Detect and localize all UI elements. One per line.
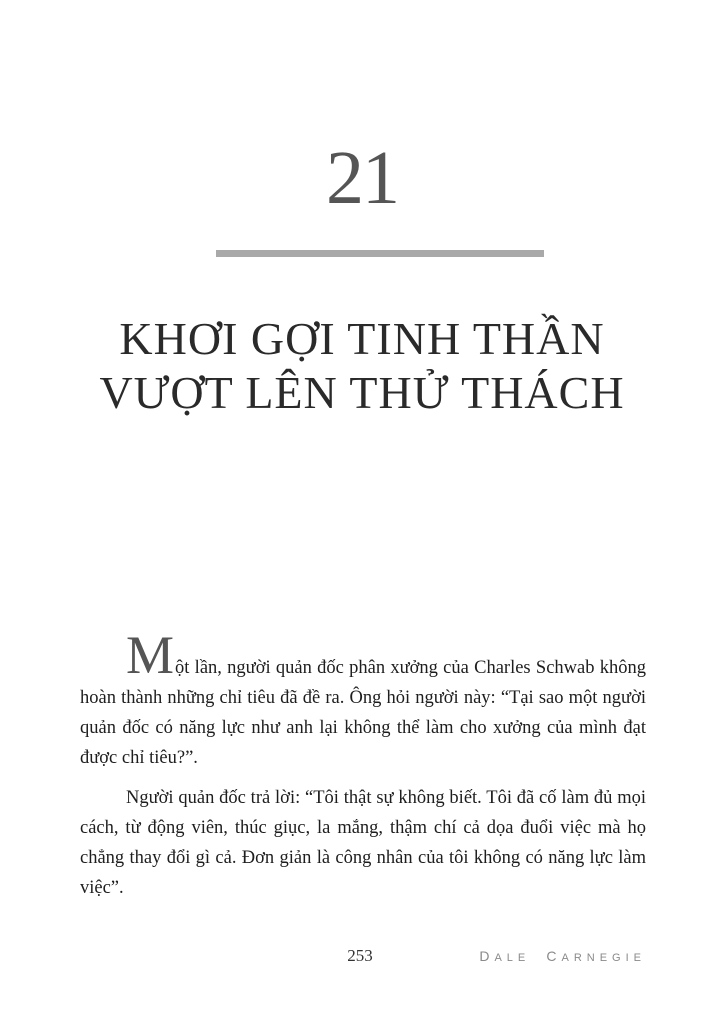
chapter-divider [216, 250, 544, 257]
author-first-initial: D [479, 948, 495, 964]
chapter-number: 21 [326, 136, 398, 220]
paragraph-1 [80, 625, 646, 773]
paragraph-2: Người quản đốc trả lời: “Tôi thật sự không biết. Tôi đã cố làm đủ mọi cách, từ động viên, thúc giục, la mắng, thậm chí cả dọa đuổi việc mà họ chẳng thay đổi gì cả. Đơn giản là công nhân của tôi không có năng lực làm việc”. [80, 788, 646, 898]
chapter-title [0, 312, 724, 420]
chapter-title-line-1: KHƠI GỢI TINH THẦN [119, 313, 605, 364]
chapter-title-line-2: VƯỢT LÊN THỬ THÁCH [99, 367, 625, 418]
author-last-initial: C [546, 948, 562, 964]
body-text [80, 625, 646, 913]
paragraph-1-text: ột lần, người quản đốc phân xưởng của Charles Schwab không hoàn thành những chỉ tiêu đã đề ra. Ông hỏi người này: “Tại sao một người quản đốc có năng lực như anh lại không thể làm cho xưởng của mình đạt được chỉ tiêu?”. [80, 658, 646, 768]
drop-cap: M [126, 625, 175, 685]
page-number: 253 [347, 946, 373, 965]
running-footer-author [479, 948, 646, 964]
author-first-rest: ALE [494, 952, 531, 964]
author-last-rest: ARNEGIE [561, 952, 646, 964]
